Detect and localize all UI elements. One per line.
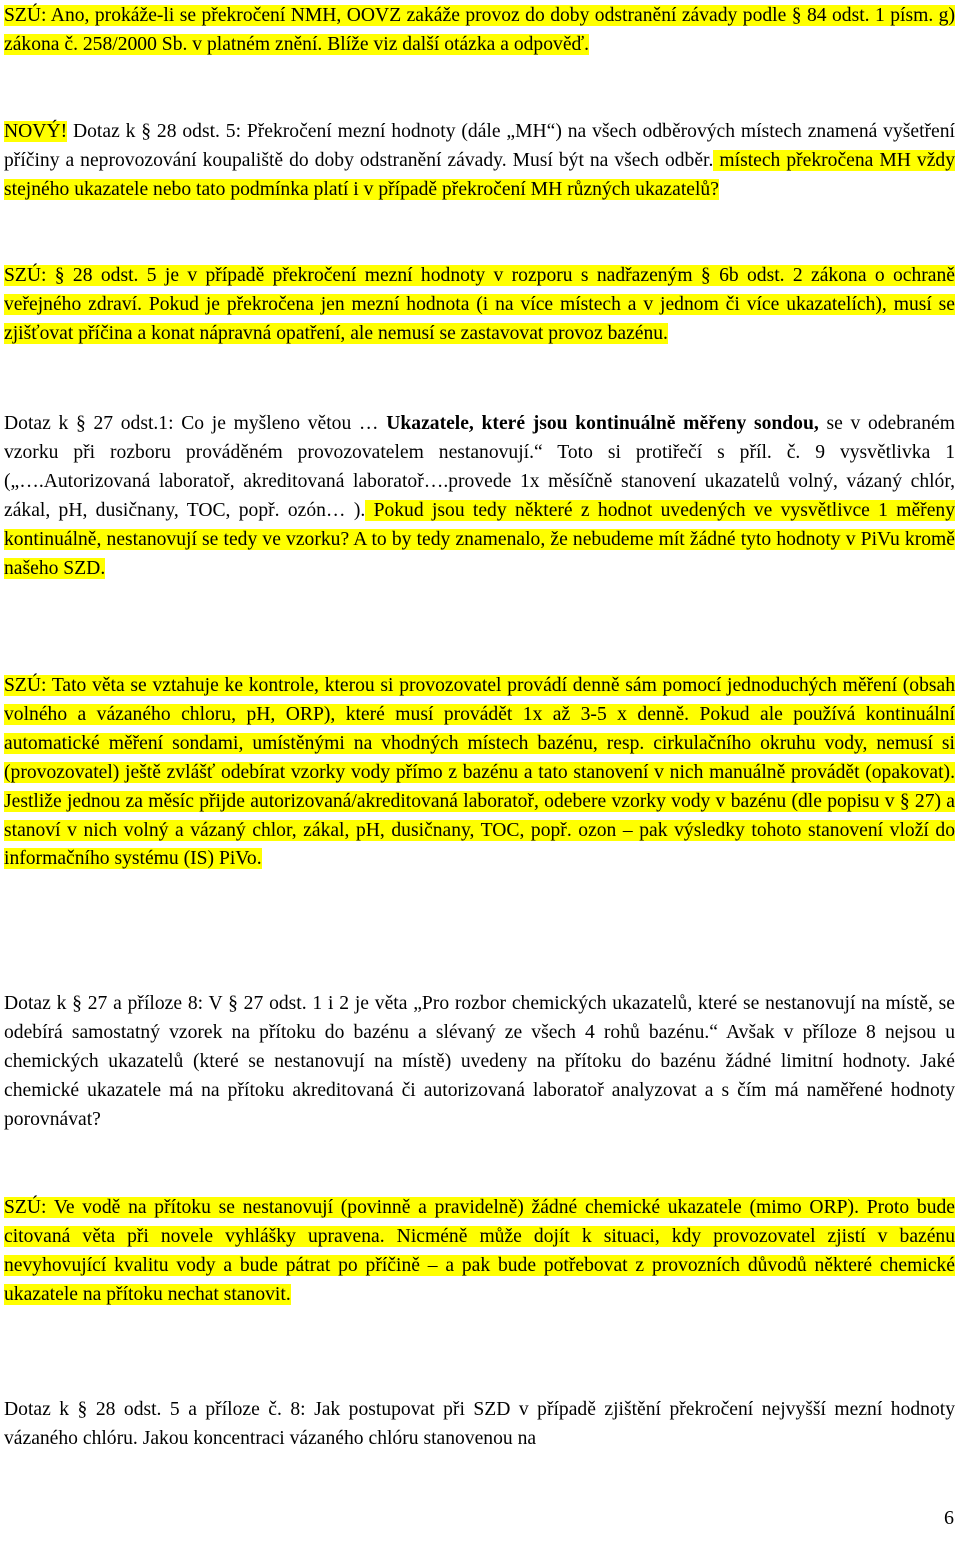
answer-text-continued: Pokud je překročena jen mezní hodnota (i na více místech a v jednom či více ukazatelích), musí se zjišťovat příčina a konat nápravná opatření, ale nemusí se zastavovat provoz bazénu. xyxy=(4,293,956,344)
quoted-sentence-bold: Ukazatele, které jsou kontinuálně měřeny sondou, xyxy=(386,413,819,434)
question-paragraph-2 xyxy=(4,410,955,583)
question-text: Dotaz k § 28 odst. 5 a příloze č. 8: Jak postupovat při SZD v případě zjištění překročení nejvyšší mezní hodnoty vázaného chlóru. Jakou koncentraci vázaného chlóru stanovenou na xyxy=(4,1399,955,1449)
question-text: se v odebraném vzorku při rozboru prováděném provozovatelem nestanovují.“ Toto si protiřečí s příl. č. 9 vysvětlivka 1 („….Autorizovaná laboratoř, akreditovaná laboratoř….provede 1x měsíčně stanovení ukazatelů volný, vázaný chlór, zákal, pH, dusičnany, TOC, popř. ozón… ). xyxy=(4,413,955,521)
answer-paragraph-4 xyxy=(4,1194,955,1310)
question-paragraph-1 xyxy=(4,118,955,205)
question-text-highlighted-2: A to by tedy znamenalo, že nebudeme mít žádné tyto hodnoty v PiVu kromě našeho SZD. xyxy=(4,528,955,579)
answer-text: SZÚ: Ano, prokáže-li se překročení NMH, OOVZ zakáže provoz do doby odstranění závady podle § 84 odst. 1 písm. g) zákona č. 258/2000 Sb. v platném znění. Blíže viz další otázka a odpověď. xyxy=(4,5,955,55)
answer-paragraph-1 xyxy=(4,2,955,60)
question-paragraph-4 xyxy=(4,1396,955,1454)
question-text-highlighted: místech překročena MH vždy stejného ukazatele nebo tato podmínka platí i v případě překročení MH různých ukazatelů? xyxy=(4,149,955,200)
question-text-highlighted: Pokud jsou tedy některé z hodnot uvedených ve vysvětlivce 1 měřeny kontinuálně, nestanovují se tedy ve vzorku? xyxy=(4,499,955,550)
question-paragraph-3 xyxy=(4,990,955,1135)
new-label: NOVÝ! xyxy=(4,121,68,142)
question-intro: Dotaz k § 27 odst.1: Co je myšleno větou … xyxy=(4,413,379,434)
answer-text: SZÚ: § 28 odst. 5 je v případě překročení mezní hodnoty v rozporu s nadřazeným § 6b odst. 2 zákona o ochraně veřejného zdraví. xyxy=(4,265,955,315)
answer-text: SZÚ: Tato věta se vztahuje ke kontrole, kterou si provozovatel provádí denně sám pomocí jednoduchých měření (obsah volného a vázaného chloru, pH, ORP), které musí provádět 1x až 3-5 x denně. Pokud ale používá kontinuální automatické měření sondami, umístěnými na vhodných místech bazénu, resp. cirkulačního okruhu vody, nemusí si (provozovatel) ještě zvlášť odebírat vzorky vody přímo z bazénu a tato stanovení v nich manuálně provádět (opakovat). Jestliže jednou za měsíc přijde autorizovaná/akreditovaná laboratoř, odebere vzorky vody v bazénu (dle popisu v § 27) a stanoví v nich volný a vázaný chlor, zákal, pH, dusičnany, TOC, popř. ozon – pak výsledky tohoto stanovení vloží do informačního systému (IS) PiVo. xyxy=(4,675,955,870)
page-number: 6 xyxy=(944,1507,954,1529)
answer-paragraph-3 xyxy=(4,672,955,874)
answer-paragraph-2 xyxy=(4,262,955,349)
answer-text: SZÚ: Ve vodě na přítoku se nestanovují (povinně a pravidelně) žádné chemické ukazatele (mimo ORP). Proto bude citovaná věta při novele vyhlášky upravena. Nicméně může dojít k situaci, kdy provozovatel zjistí v bazénu nevyhovující kvalitu vody a bude pátrat po příčině – a pak bude potřebovat z provozních důvodů některé chemické ukazatele na přítoku nechat stanovit. xyxy=(4,1197,955,1305)
question-text: Dotaz k § 28 odst. 5: Překročení mezní hodnoty (dále „MH“) na všech odběrových místech znamená vyšetření příčiny a neprovozování koupaliště do doby odstranění závady. Musí být na všech odběr. xyxy=(4,121,955,171)
question-text: Dotaz k § 27 a příloze 8: V § 27 odst. 1 i 2 je věta „Pro rozbor chemických ukazatelů, které se nestanovují na místě, se odebírá samostatný vzorek na přítoku do bazénu a slévaný ze všech 4 rohů bazénu.“ Avšak v příloze 8 nejsou u chemických ukazatelů (které se nestanovují na místě) uvedeny na přítoku do bazénu žádné limitní hodnoty. Jaké chemické ukazatele má na přítoku akreditovaná či autorizovaná laboratoř analyzovat a s čím má naměřené hodnoty porovnávat? xyxy=(4,993,955,1130)
